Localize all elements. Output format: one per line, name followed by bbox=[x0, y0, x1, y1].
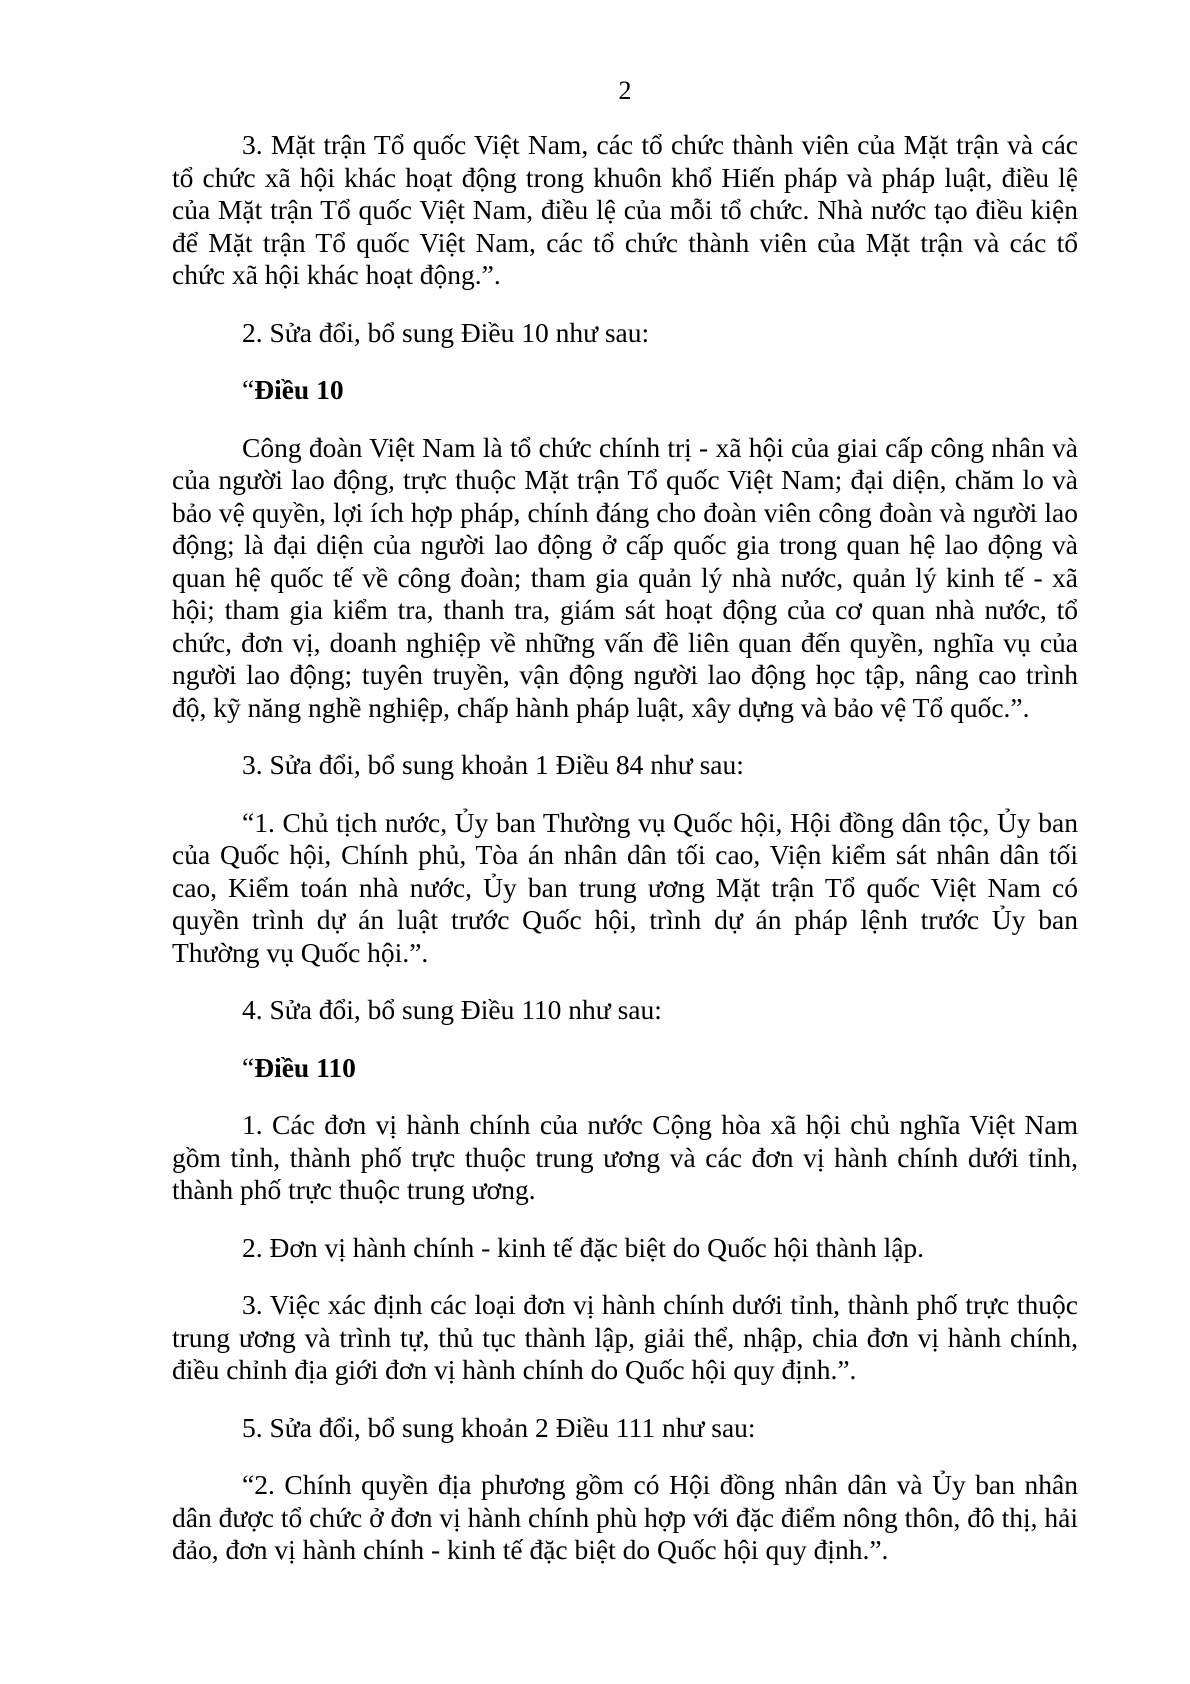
page-number: 2 bbox=[618, 76, 632, 105]
paragraph-amend-article-84: 3. Sửa đổi, bổ sung khoản 1 Điều 84 như sau: bbox=[242, 749, 744, 780]
document-page bbox=[172, 0, 1078, 1684]
heading-quote-mark: “ bbox=[242, 1051, 255, 1083]
heading-title: Điều 10 bbox=[254, 374, 344, 405]
paragraph-amend-article-110: 4. Sửa đổi, bổ sung Điều 110 như sau: bbox=[242, 994, 662, 1025]
paragraph-article-111-clause-2: “2. Chính quyền địa phương gồm có Hội đồng nhân dân và Ủy ban nhân dân được tổ chức ở đơn vị hành chính phù hợp với đặc điểm nông thôn, đô thị, hải đảo, đơn vị hành chính - kinh tế đặc biệt do Quốc hội quy định.”. bbox=[172, 1469, 1078, 1565]
heading-title: Điều 110 bbox=[254, 1051, 356, 1083]
paragraph-article-110-clause-2: 2. Đơn vị hành chính - kinh tế đặc biệt do Quốc hội thành lập. bbox=[242, 1231, 925, 1263]
paragraph-article-110-clause-3: 3. Việc xác định các loại đơn vị hành chính dưới tỉnh, thành phố trực thuộc trung ương và trình tự, thủ tục thành lập, giải thể, nhập, chia đơn vị hành chính, điều chỉnh địa giới đơn vị hành chính do Quốc hội quy định.”. bbox=[172, 1289, 1078, 1385]
heading-article-110 bbox=[172, 1052, 1078, 1085]
paragraph-amend-article-111: 5. Sửa đổi, bổ sung khoản 2 Điều 111 như sau: bbox=[242, 1411, 756, 1443]
heading-article-10 bbox=[172, 374, 1078, 407]
heading-quote-mark: “ bbox=[242, 374, 255, 405]
paragraph-article-110-clause-1: 1. Các đơn vị hành chính của nước Cộng hòa xã hội chủ nghĩa Việt Nam gồm tỉnh, thành phố trực thuộc trung ương và các đơn vị hành chính dưới tỉnh, thành phố trực thuộc trung ương. bbox=[172, 1109, 1078, 1205]
document-body bbox=[172, 129, 1078, 1592]
paragraph-article-10-body: Công đoàn Việt Nam là tổ chức chính trị - xã hội của giai cấp công nhân và của người lao động, trực thuộc Mặt trận Tổ quốc Việt Nam; đại diện, chăm lo và bảo vệ quyền, lợi ích hợp pháp, chính đáng cho đoàn viên công đoàn và người lao động; là đại diện của người lao động ở cấp quốc gia trong quan hệ lao động và quan hệ quốc tế về công đoàn; tham gia quản lý nhà nước, quản lý kinh tế - xã hội; tham gia kiểm tra, thanh tra, giám sát hoạt động của cơ quan nhà nước, tổ chức, đơn vị, doanh nghiệp về những vấn đề liên quan đến quyền, nghĩa vụ của người lao động; tuyên truyền, vận động người lao động học tập, nâng cao trình độ, kỹ năng nghề nghiệp, chấp hành pháp luật, xây dựng và bảo vệ Tổ quốc.”. bbox=[172, 431, 1078, 723]
paragraph-amend-article-10: 2. Sửa đổi, bổ sung Điều 10 như sau: bbox=[242, 316, 650, 348]
paragraph-clause-3-front: 3. Mặt trận Tổ quốc Việt Nam, các tổ chức thành viên của Mặt trận và các tổ chức xã hội khác hoạt động trong khuôn khổ Hiến pháp và pháp luật, điều lệ của Mặt trận Tổ quốc Việt Nam, điều lệ của mỗi tổ chức. Nhà nước tạo điều kiện để Mặt trận Tổ quốc Việt Nam, các tổ chức thành viên của Mặt trận và các tổ chức xã hội khác hoạt động.”. bbox=[172, 129, 1078, 290]
paragraph-article-84-clause-1: “1. Chủ tịch nước, Ủy ban Thường vụ Quốc hội, Hội đồng dân tộc, Ủy ban của Quốc hội, Chính phủ, Tòa án nhân dân tối cao, Viện kiểm sát nhân dân tối cao, Kiểm toán nhà nước, Ủy ban trung ương Mặt trận Tổ quốc Việt Nam có quyền trình dự án luật trước Quốc hội, trình dự án pháp lệnh trước Ủy ban Thường vụ Quốc hội.”. bbox=[172, 806, 1078, 968]
